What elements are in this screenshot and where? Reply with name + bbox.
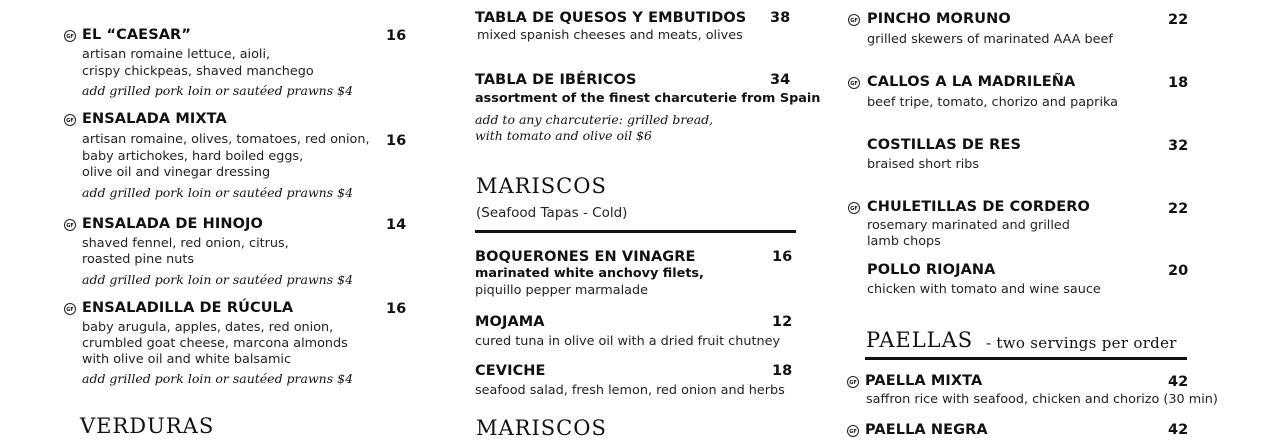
item-price: 22 — [1168, 12, 1189, 28]
item-name: TABLA DE QUESOS Y EMBUTIDOS — [475, 10, 747, 26]
item-description: rosemary marinated and grilled — [867, 218, 1070, 233]
item-addon: add grilled pork loin or sautéed prawns $4 — [82, 371, 354, 386]
item-name: CALLOS A LA MADRILEÑA — [867, 74, 1076, 90]
item-price: 14 — [386, 217, 407, 233]
item-description: marinated white anchovy filets, — [475, 266, 704, 281]
item-description: roasted pine nuts — [82, 252, 195, 267]
item-description: braised short ribs — [867, 157, 980, 172]
section-subtitle: (Seafood Tapas - Cold) — [476, 205, 628, 221]
item-price: 16 — [386, 133, 407, 149]
item-price: 42 — [1168, 374, 1189, 390]
gluten-free-icon: GF — [64, 30, 76, 42]
gluten-free-icon: GF — [847, 425, 859, 437]
item-price: 18 — [772, 363, 793, 379]
item-name: ENSALADILLA DE RÚCULA — [82, 300, 294, 316]
item-name: EL “CAESAR” — [82, 27, 191, 43]
item-price: 12 — [772, 314, 793, 330]
item-name: PAELLA MIXTA — [865, 373, 983, 389]
item-name: TABLA DE IBÉRICOS — [475, 72, 637, 88]
gluten-free-icon: GF — [847, 376, 859, 388]
item-description: baby artichokes, hard boiled eggs, — [82, 149, 304, 164]
item-description: crumbled goat cheese, marcona almonds — [82, 336, 348, 351]
item-name: CEVICHE — [475, 363, 546, 379]
item-name: POLLO RIOJANA — [867, 262, 996, 278]
item-price: 42 — [1168, 422, 1189, 438]
section-title-mariscos-hot: MARISCOS — [476, 416, 607, 440]
item-addon: with tomato and olive oil $6 — [475, 128, 652, 143]
item-description: artisan romaine lettuce, aioli, — [82, 47, 271, 62]
item-description: saffron rice with seafood, chicken and chorizo (30 min) — [866, 392, 1218, 407]
section-note: - two servings per order — [986, 334, 1177, 352]
item-price: 16 — [386, 301, 407, 317]
item-addon: add to any charcuterie: grilled bread, — [475, 112, 714, 127]
item-name: BOQUERONES EN VINAGRE — [475, 249, 696, 265]
item-description: grilled skewers of marinated AAA beef — [867, 32, 1113, 47]
gluten-free-icon: GF — [64, 114, 76, 126]
section-title-paellas: PAELLAS — [866, 328, 974, 352]
item-addon: add grilled pork loin or sautéed prawns $4 — [82, 185, 354, 200]
item-description: olive oil and vinegar dressing — [82, 165, 271, 180]
item-description: artisan romaine, olives, tomatoes, red onion, — [82, 132, 370, 147]
gluten-free-icon: GF — [64, 219, 76, 231]
gluten-free-icon: GF — [848, 202, 860, 214]
section-divider — [475, 230, 796, 233]
item-price: 16 — [386, 28, 407, 44]
item-description: mixed spanish cheeses and meats, olives — [477, 28, 743, 43]
section-title-verduras: VERDURAS — [80, 414, 215, 438]
item-description: piquillo pepper marmalade — [475, 283, 648, 298]
item-description: with olive oil and white balsamic — [82, 352, 291, 367]
item-price: 34 — [770, 72, 791, 88]
item-name: MOJAMA — [475, 314, 545, 330]
item-price: 18 — [1168, 75, 1189, 91]
item-name: ENSALADA DE HINOJO — [82, 216, 263, 232]
item-description: shaved fennel, red onion, citrus, — [82, 236, 289, 251]
section-divider — [865, 357, 1187, 360]
item-price: 38 — [770, 10, 791, 26]
item-description: cured tuna in olive oil with a dried fruit chutney — [475, 334, 781, 349]
section-title-mariscos: MARISCOS — [476, 174, 607, 198]
item-addon: add grilled pork loin or sautéed prawns $4 — [82, 272, 354, 287]
item-description: crispy chickpeas, shaved manchego — [82, 64, 314, 79]
item-description: chicken with tomato and wine sauce — [867, 282, 1101, 297]
item-description: beef tripe, tomato, chorizo and paprika — [867, 95, 1119, 110]
item-description: lamb chops — [867, 234, 941, 249]
item-price: 32 — [1168, 138, 1189, 154]
gluten-free-icon: GF — [848, 77, 860, 89]
item-name: PAELLA NEGRA — [865, 422, 988, 438]
item-description: assortment of the finest charcuterie from Spain — [475, 91, 821, 106]
gluten-free-icon: GF — [64, 303, 76, 315]
item-addon: add grilled pork loin or sautéed prawns $4 — [82, 83, 354, 98]
item-description: baby arugula, apples, dates, red onion, — [82, 320, 334, 335]
gluten-free-icon: GF — [848, 14, 860, 26]
item-name: COSTILLAS DE RES — [867, 137, 1021, 153]
item-price: 16 — [772, 249, 793, 265]
item-price: 22 — [1168, 201, 1189, 217]
item-price: 20 — [1168, 263, 1189, 279]
item-name: CHULETILLAS DE CORDERO — [867, 199, 1090, 215]
item-name: PINCHO MORUNO — [867, 11, 1011, 27]
item-description: seafood salad, fresh lemon, red onion and herbs — [475, 383, 785, 398]
item-name: ENSALADA MIXTA — [82, 111, 227, 127]
